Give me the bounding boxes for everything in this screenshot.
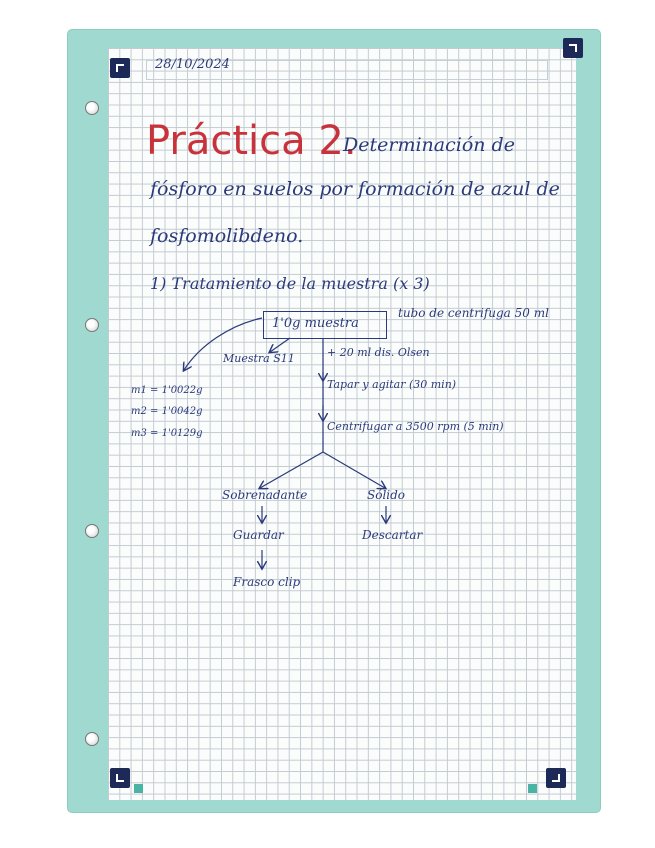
date-text: 28/10/2024 (155, 57, 230, 72)
discard-label: Descartar (362, 528, 423, 542)
title-practice: Práctica 2. (146, 118, 357, 164)
title-line-3: fosfomolibdeno. (150, 225, 304, 247)
title-line-1: Determinación de (343, 134, 515, 156)
arrow-to-sample-label (270, 338, 290, 352)
step-centrifuge: Centrifugar a 3500 rpm (5 min) (327, 420, 504, 433)
sample-label: Muestra S11 (223, 352, 295, 365)
sample-box-label: 1'0g muestra (272, 316, 359, 331)
mass-2: m2 = 1'0042g (131, 406, 203, 417)
solid-label: Sólido (367, 488, 406, 502)
branch-left (260, 452, 323, 488)
step-reagent: + 20 ml dis. Olsen (327, 346, 430, 359)
title-line-2: fósforo en suelos por formación de azul de (150, 178, 560, 200)
branch-right (323, 452, 385, 488)
section-heading: 1) Tratamiento de la muestra (x 3) (150, 274, 430, 293)
mass-1: m1 = 1'0022g (131, 385, 203, 396)
tube-note: tubo de centrifuga 50 ml (398, 306, 549, 320)
mass-3: m3 = 1'0129g (131, 428, 203, 439)
arrow-to-masses (184, 318, 262, 370)
supernatant-label: Sobrenadante (222, 488, 308, 502)
keep-label: Guardar (233, 528, 284, 542)
step-shake: Tapar y agitar (30 min) (327, 378, 457, 391)
flask-label: Frasco clip (233, 575, 301, 589)
